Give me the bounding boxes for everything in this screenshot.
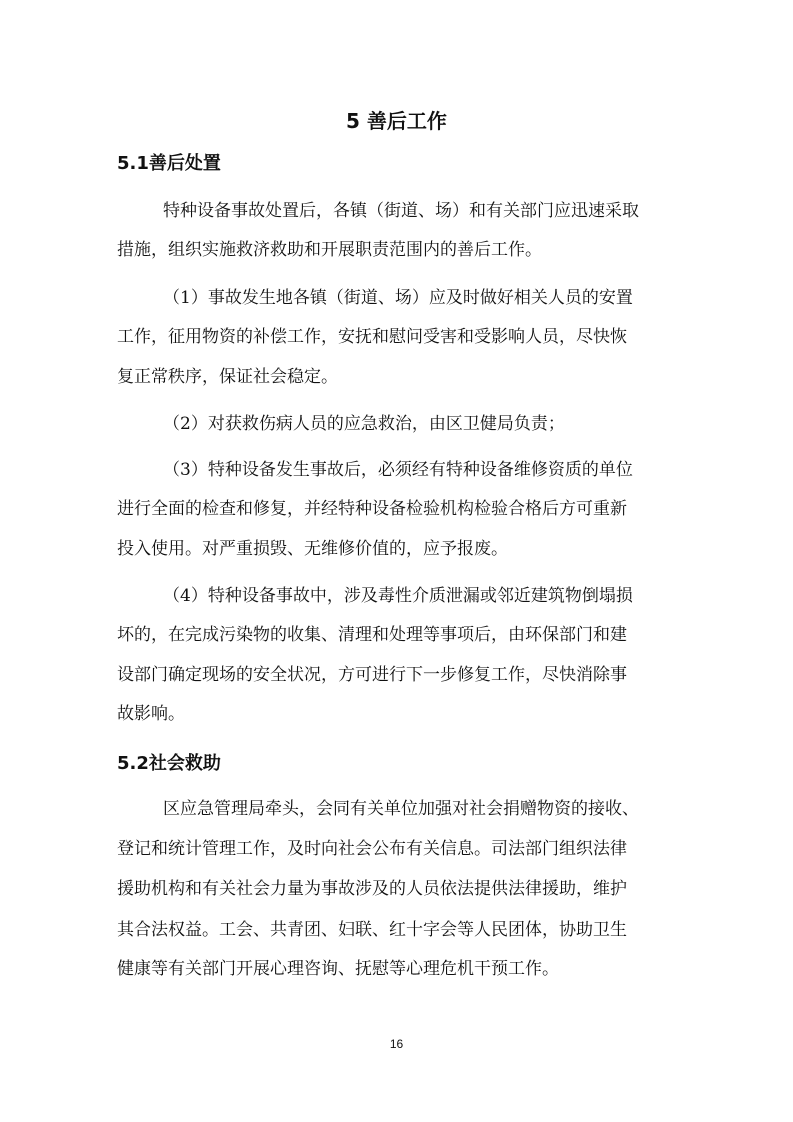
- paragraph-line: 其合法权益。工会、共青团、妇联、红十字会等人民团体，协助卫生: [117, 920, 627, 940]
- section-heading-5-2: 5.2社会救助: [117, 753, 221, 774]
- chapter-title: 5 善后工作: [346, 109, 447, 133]
- paragraph-line: 复正常秩序，保证社会稳定。: [117, 367, 338, 387]
- paragraph-line: 登记和统计管理工作，及时向社会公布有关信息。司法部门组织法律: [117, 839, 627, 859]
- paragraph-line: 设部门确定现场的安全状况，方可进行下一步修复工作，尽快消除事: [117, 665, 627, 685]
- paragraph-line: （3）特种设备发生事故后，必须经有特种设备维修资质的单位: [163, 460, 633, 480]
- paragraph-line: （4）特种设备事故中，涉及毒性介质泄漏或邻近建筑物倒塌损: [163, 586, 633, 606]
- paragraph-line: 区应急管理局牵头，会同有关单位加强对社会捐赠物资的接收、: [163, 799, 639, 819]
- paragraph-line: 特种设备事故处置后，各镇（街道、场）和有关部门应迅速采取: [163, 201, 639, 221]
- paragraph-line: 援助机构和有关社会力量为事故涉及的人员依法提供法律援助，维护: [117, 879, 627, 899]
- paragraph-line: 坏的，在完成污染物的收集、清理和处理等事项后，由环保部门和建: [117, 625, 627, 645]
- paragraph-line: （2）对获救伤病人员的应急救治，由区卫健局负责；: [163, 414, 565, 434]
- paragraph-line: 故影响。: [117, 704, 185, 724]
- paragraph-line: 措施，组织实施救济救助和开展职责范围内的善后工作。: [117, 240, 542, 260]
- paragraph-line: 进行全面的检查和修复，并经特种设备检验机构检验合格后方可重新: [117, 499, 627, 519]
- paragraph-line: 投入使用。对严重损毁、无维修价值的，应予报废。: [117, 539, 508, 559]
- paragraph-line: （1）事故发生地各镇（街道、场）应及时做好相关人员的安置: [163, 288, 633, 308]
- paragraph-line: 健康等有关部门开展心理咨询、抚慰等心理危机干预工作。: [117, 959, 559, 979]
- paragraph-line: 工作，征用物资的补偿工作，安抚和慰问受害和受影响人员，尽快恢: [117, 327, 627, 347]
- section-heading-5-1: 5.1善后处置: [117, 153, 221, 174]
- page-number: 16: [389, 1037, 404, 1051]
